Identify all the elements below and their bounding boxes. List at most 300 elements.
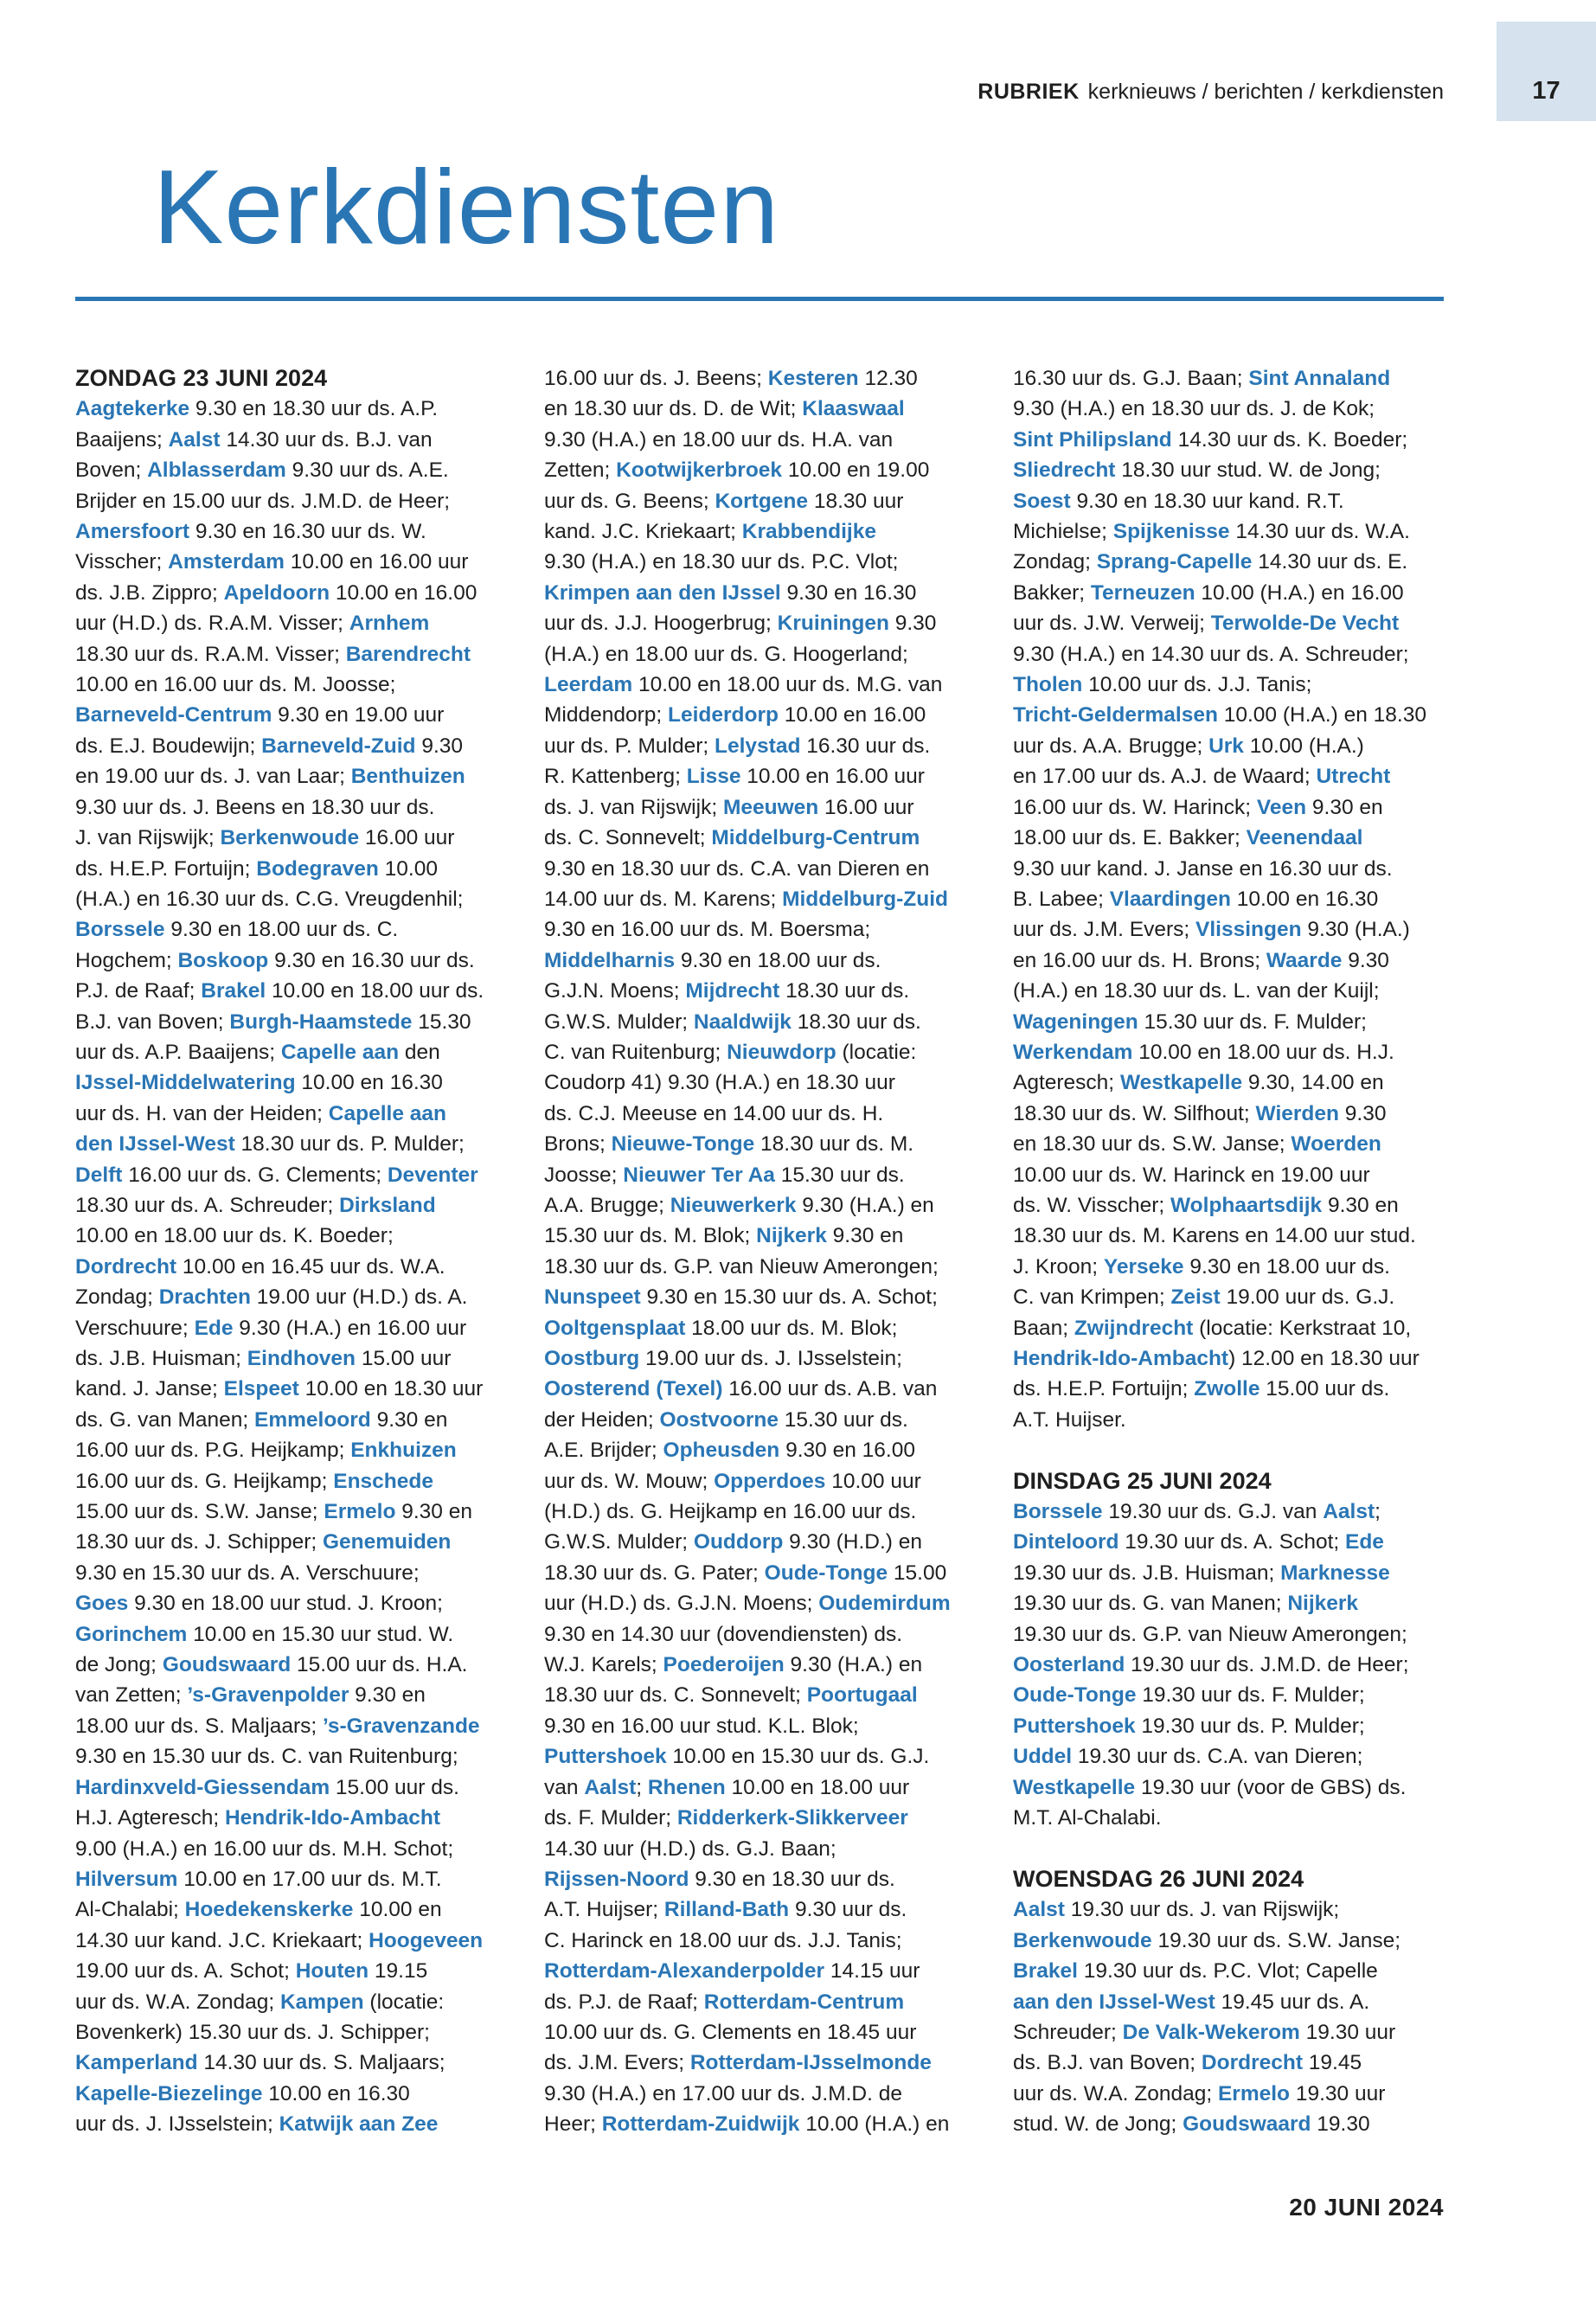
listing-line: 9.30 en 15.30 uur ds. C. van Ruitenburg; — [75, 1745, 458, 1769]
listing-line: Oude-Tonge 19.30 uur ds. F. Mulder; — [1013, 1683, 1365, 1708]
church-location: Benthuizen — [350, 765, 465, 789]
church-location: Kamperland — [75, 2051, 198, 2075]
listing-line: uur ds. A.P. Baaijens; Capelle aan den — [75, 1040, 440, 1064]
church-location: Ouddorp — [693, 1530, 784, 1554]
listing-line: Al-Chalabi; Hoedekenskerke 10.00 en — [75, 1898, 442, 1922]
church-location: Amsterdam — [168, 550, 285, 574]
listing-line: B. Labee; Vlaardingen 10.00 en 16.30 — [1013, 887, 1379, 911]
church-location: Berkenwoude — [220, 826, 360, 850]
listing-line: 9.30 en 15.30 uur ds. A. Verschuure; — [75, 1561, 420, 1585]
page-number-tab — [1497, 22, 1596, 121]
church-location: Ermelo — [1217, 2081, 1291, 2106]
listing-line: uur ds. J.W. Verweij; Terwolde-De Vecht — [1013, 612, 1400, 636]
church-location: den IJssel-West — [75, 1132, 235, 1157]
church-location: ’s-Gravenzande — [322, 1714, 480, 1738]
listing-line: 19.30 uur ds. G.P. van Nieuw Amerongen; — [1013, 1622, 1407, 1646]
church-location: Oostburg — [544, 1347, 640, 1370]
church-location: Leerdam — [544, 673, 633, 697]
rubric-path: kerknieuws / berichten / kerkdiensten — [1087, 80, 1444, 104]
listing-line: A.T. Huijser; Rilland-Bath 9.30 uur ds. — [544, 1898, 907, 1922]
listing-line: 16.00 uur ds. G. Heijkamp; Enschede — [75, 1469, 433, 1493]
church-location: Veenendaal — [1246, 826, 1363, 850]
listing-line: ds. W. Visscher; Wolphaartsdijk 9.30 en — [1013, 1193, 1399, 1217]
listing-line: Oostburg 19.00 uur ds. J. IJsselstein; — [544, 1347, 902, 1370]
listing-line: 15.00 uur ds. S.W. Janse; Ermelo 9.30 en — [75, 1500, 472, 1524]
church-location: Goes — [75, 1592, 129, 1616]
listing-line: ds. H.E.P. Fortuijn; Zwolle 15.00 uur ds. — [1013, 1377, 1390, 1401]
listing-line: Berkenwoude 19.30 uur ds. S.W. Janse; — [1013, 1928, 1401, 1952]
listing-line: en 18.30 uur ds. D. de Wit; Klaaswaal — [544, 397, 905, 421]
listing-line: Zondag; Drachten 19.00 uur (H.D.) ds. A. — [75, 1285, 468, 1310]
day-heading-woensdag: WOENSDAG 26 JUNI 2024 — [1013, 1865, 1304, 1892]
church-location: Oostvoorne — [659, 1407, 779, 1432]
listing-line: Coudorp 41) 9.30 (H.A.) en 18.30 uur — [544, 1071, 895, 1095]
listing-line: ds. J.M. Evers; Rotterdam-IJsselmonde — [544, 2051, 932, 2075]
church-location: Dordrecht — [75, 1254, 177, 1279]
listing-line: Middendorp; Leiderdorp 10.00 en 16.00 — [544, 703, 926, 727]
church-location: Oosterend (Texel) — [544, 1377, 723, 1401]
listing-line: uur ds. G. Beens; Kortgene 18.30 uur — [544, 489, 904, 513]
listing-line: uur (H.D.) ds. R.A.M. Visser; Arnhem — [75, 612, 430, 636]
church-location: Nijkerk — [756, 1224, 827, 1248]
church-location: ’s-Gravenpolder — [187, 1683, 349, 1708]
listing-line: Rijssen-Noord 9.30 en 18.30 uur ds. — [544, 1867, 895, 1891]
church-location: Sprang-Capelle — [1096, 550, 1253, 574]
listing-line: 16.00 uur ds. J. Beens; Kesteren 12.30 — [544, 367, 918, 390]
listing-line: 16.00 uur ds. W. Harinck; Veen 9.30 en — [1013, 795, 1383, 819]
church-location: Hoogeveen — [369, 1928, 484, 1952]
church-location: Middelharnis — [544, 948, 676, 972]
listing-line: Zetten; Kootwijkerbroek 10.00 en 19.00 — [544, 458, 930, 483]
listing-line: C. Harinck en 18.00 uur ds. J.J. Tanis; — [544, 1928, 902, 1952]
listing-line: P.J. de Raaf; Brakel 10.00 en 18.00 uur ds. — [75, 979, 484, 1003]
church-location: Meeuwen — [722, 795, 819, 819]
church-location: Elspeet — [223, 1377, 299, 1401]
listing-line: 18.00 uur ds. E. Bakker; Veenendaal — [1013, 826, 1363, 850]
services-text — [75, 394, 534, 2139]
listing-line: 10.00 uur ds. W. Harinck en 19.00 uur — [1013, 1163, 1370, 1187]
church-location: Terwolde-De Vecht — [1210, 612, 1400, 636]
church-location: Tricht-Geldermalsen — [1013, 703, 1218, 727]
church-location: Kortgene — [715, 489, 809, 513]
church-location: Sint Philipsland — [1013, 427, 1172, 452]
listing-line: J. Kroon; Yerseke 9.30 en 18.00 uur ds. — [1013, 1254, 1390, 1279]
church-location: Mijdrecht — [685, 979, 780, 1003]
listing-line: Hardinxveld-Giessendam 15.00 uur ds. — [75, 1775, 459, 1799]
church-location: Nunspeet — [544, 1285, 641, 1310]
church-location: Aagtekerke — [75, 397, 190, 421]
church-location: Ridderkerk-Slikkerveer — [676, 1806, 908, 1830]
church-location: Lisse — [686, 765, 741, 789]
listing-line: 14.00 uur ds. M. Karens; Middelburg-Zuid — [544, 887, 948, 911]
section-gap — [1013, 1435, 1471, 1465]
listing-line: Michielse; Spijkenisse 14.30 uur ds. W.A. — [1013, 520, 1410, 544]
listing-line: uur ds. W. Mouw; Opperdoes 10.00 uur — [544, 1469, 921, 1493]
church-location: Sint Annaland — [1248, 367, 1391, 390]
church-location: Houten — [295, 1959, 369, 1984]
church-location: Drachten — [158, 1285, 251, 1310]
listing-line: Hilversum 10.00 en 17.00 uur ds. M.T. — [75, 1867, 442, 1891]
listing-line: Soest 9.30 en 18.30 uur kand. R.T. — [1013, 489, 1344, 513]
church-location: Hoedekenskerke — [184, 1898, 354, 1922]
day-heading-zondag: ZONDAG 23 JUNI 2024 — [75, 365, 328, 391]
listing-line: M.T. Al-Chalabi. — [1013, 1806, 1162, 1830]
church-location: Werkendam — [1013, 1040, 1133, 1064]
listing-line: ds. C.J. Meeuse en 14.00 uur ds. H. — [544, 1101, 884, 1125]
church-location: Ermelo — [324, 1500, 396, 1524]
church-location: Delft — [75, 1163, 123, 1187]
church-location: Aalst — [1013, 1898, 1065, 1922]
church-location: Amersfoort — [75, 520, 190, 544]
listing-line: G.J.N. Moens; Mijdrecht 18.30 uur ds. — [544, 979, 910, 1003]
listing-line: IJssel-Middelwatering 10.00 en 16.30 — [75, 1071, 443, 1095]
church-location: Nieuwerkerk — [670, 1193, 797, 1217]
listing-line: uur (H.D.) ds. G.J.N. Moens; Oudemirdum — [544, 1592, 951, 1616]
listing-line: 19.30 uur ds. J.B. Huisman; Marknesse — [1013, 1561, 1390, 1585]
church-location: Barneveld-Centrum — [75, 703, 272, 727]
listing-line: uur ds. J.J. Hoogerbrug; Kruiningen 9.30 — [544, 612, 937, 636]
listing-line: ds. B.J. van Boven; Dordrecht 19.45 — [1013, 2051, 1362, 2075]
listing-line: ds. P.J. de Raaf; Rotterdam-Centrum — [544, 1990, 905, 2014]
church-location: Rijssen-Noord — [544, 1867, 689, 1891]
church-location: Nijkerk — [1287, 1592, 1359, 1616]
listing-line: 19.00 uur ds. A. Schot; Houten 19.15 — [75, 1959, 428, 1984]
church-location: Uddel — [1013, 1745, 1073, 1769]
listing-line: uur ds. P. Mulder; Lelystad 16.30 uur ds. — [544, 734, 931, 758]
church-location: Utrecht — [1316, 765, 1391, 789]
church-location: Hardinxveld-Giessendam — [75, 1775, 330, 1799]
listing-line: 9.30 (H.A.) en 17.00 uur ds. J.M.D. de — [544, 2081, 902, 2106]
listing-line: 18.30 uur ds. J. Schipper; Genemuiden — [75, 1530, 452, 1554]
listing-line: B.J. van Boven; Burgh-Haamstede 15.30 — [75, 1009, 471, 1034]
church-location: Oude-Tonge — [1013, 1683, 1137, 1708]
church-location: Rilland-Bath — [663, 1898, 790, 1922]
listing-line: 9.30 (H.A.) en 18.30 uur ds. P.C. Vlot; — [544, 550, 899, 574]
listing-line: Puttershoek 10.00 en 15.30 uur ds. G.J. — [544, 1745, 930, 1769]
church-location: Spijkenisse — [1112, 520, 1230, 544]
listing-line: ds. H.E.P. Fortuijn; Bodegraven 10.00 — [75, 856, 438, 881]
listing-line: ds. C. Sonnevelt; Middelburg-Centrum — [544, 826, 920, 850]
church-location: Aalst — [1323, 1500, 1375, 1524]
church-location: Wageningen — [1013, 1009, 1138, 1034]
listing-line: aan den IJssel-West 19.45 uur ds. A. — [1013, 1990, 1370, 2014]
church-location: Sliedrecht — [1013, 458, 1116, 483]
services-text — [1013, 363, 1471, 1435]
listing-line: Brijder en 15.00 uur ds. J.M.D. de Heer; — [75, 489, 451, 513]
church-location: Borssele — [1013, 1500, 1103, 1524]
listing-line: Borssele 19.30 uur ds. G.J. van Aalst; — [1013, 1500, 1381, 1524]
listing-line: Barneveld-Centrum 9.30 en 19.00 uur — [75, 703, 445, 727]
listing-line: 18.30 uur ds. W. Silfhout; Wierden 9.30 — [1013, 1101, 1387, 1125]
church-location: Westkapelle — [1119, 1071, 1243, 1095]
church-location: Urk — [1208, 734, 1244, 758]
church-location: Barendrecht — [345, 642, 471, 666]
column-2 — [544, 363, 1003, 2140]
listing-line: uur ds. H. van der Heiden; Capelle aan — [75, 1101, 446, 1125]
listing-line: (H.A.) en 16.30 uur ds. C.G. Vreugdenhil; — [75, 887, 464, 911]
church-location: Krabbendijke — [741, 520, 876, 544]
section-gap — [1013, 1833, 1471, 1863]
church-location: Zwolle — [1194, 1377, 1260, 1401]
church-location: Boskoop — [177, 948, 269, 972]
listing-line: 9.30 (H.A.) en 14.30 uur ds. A. Schreuder; — [1013, 642, 1409, 666]
church-location: Goudswaard — [1183, 2112, 1311, 2137]
church-location: Dinteloord — [1013, 1530, 1119, 1554]
church-location: Leiderdorp — [668, 703, 779, 727]
listing-line: 16.00 uur ds. P.G. Heijkamp; Enkhuizen — [75, 1439, 457, 1463]
church-location: Poederoijen — [663, 1653, 785, 1677]
church-location: Lelystad — [715, 734, 801, 758]
listing-line: A.E. Brijder; Opheusden 9.30 en 16.00 — [544, 1439, 915, 1463]
church-location: Soest — [1013, 489, 1071, 513]
listing-line: kand. J. Janse; Elspeet 10.00 en 18.30 uur — [75, 1377, 484, 1401]
church-location: Aalst — [584, 1775, 637, 1799]
church-location: Deventer — [387, 1163, 478, 1187]
listing-line: Kamperland 14.30 uur ds. S. Maljaars; — [75, 2051, 445, 2075]
church-location: Vlaardingen — [1109, 887, 1231, 911]
listing-line: Boven; Alblasserdam 9.30 uur ds. A.E. — [75, 458, 449, 483]
listing-line: 9.30 (H.A.) en 18.30 uur ds. J. de Kok; — [1013, 397, 1375, 421]
listing-line: R. Kattenberg; Lisse 10.00 en 16.00 uur — [544, 765, 925, 789]
church-location: Arnhem — [349, 612, 430, 636]
church-location: Genemuiden — [323, 1530, 452, 1554]
listing-line: Delft 16.00 uur ds. G. Clements; Deventer — [75, 1163, 478, 1187]
listing-line: Tricht-Geldermalsen 10.00 (H.A.) en 18.30 — [1013, 703, 1426, 727]
listing-line: 10.00 uur ds. G. Clements en 18.45 uur — [544, 2020, 917, 2044]
church-location: Rhenen — [647, 1775, 726, 1799]
church-location: Westkapelle — [1013, 1775, 1136, 1799]
listing-line: 9.30 uur kand. J. Janse en 16.30 uur ds. — [1013, 856, 1393, 881]
church-location: Oude-Tonge — [764, 1561, 888, 1585]
listing-line: W.J. Karels; Poederoijen 9.30 (H.A.) en — [544, 1653, 923, 1677]
listing-line: A.T. Huijser. — [1013, 1407, 1126, 1432]
listing-line: G.W.S. Mulder; Naaldwijk 18.30 uur ds. — [544, 1009, 921, 1034]
church-location: Emmeloord — [254, 1407, 371, 1432]
services-text — [1013, 1894, 1471, 2139]
church-location: Rotterdam-Centrum — [703, 1990, 905, 2014]
church-location: Berkenwoude — [1013, 1928, 1152, 1952]
listing-line: Bovenkerk) 15.30 uur ds. J. Schipper; — [75, 2020, 430, 2044]
listing-line: van Aalst; Rhenen 10.00 en 18.00 uur — [544, 1775, 910, 1799]
church-location: Borssele — [75, 918, 165, 942]
rubric-label: RUBRIEK — [977, 80, 1080, 104]
listing-line: ds. J.B. Huisman; Eindhoven 15.00 uur — [75, 1347, 452, 1370]
listing-line: der Heiden; Oostvoorne 15.30 uur ds. — [544, 1407, 908, 1432]
listing-line: Baaijens; Aalst 14.30 uur ds. B.J. van — [75, 427, 433, 452]
church-location: Poortugaal — [806, 1683, 918, 1708]
listing-line: 10.00 en 18.00 uur ds. K. Boeder; — [75, 1224, 394, 1248]
listing-line: 9.00 (H.A.) en 16.00 uur ds. M.H. Schot; — [75, 1836, 454, 1861]
listing-line: stud. W. de Jong; Goudswaard 19.30 — [1013, 2112, 1370, 2137]
church-location: Wolphaartsdijk — [1170, 1193, 1323, 1217]
listing-line: Schreuder; De Valk-Wekerom 19.30 uur — [1013, 2020, 1396, 2044]
church-location: Kampen — [279, 1990, 364, 2014]
listing-line: 14.30 uur kand. J.C. Kriekaart; Hoogeveen — [75, 1928, 484, 1952]
church-location: Enkhuizen — [350, 1439, 457, 1463]
listing-line: 9.30 uur ds. J. Beens en 18.30 uur ds. — [75, 795, 435, 819]
listing-line: Aagtekerke 9.30 en 18.30 uur ds. A.P. — [75, 397, 439, 421]
church-location: Naaldwijk — [693, 1009, 792, 1034]
church-location: Capelle aan — [280, 1040, 400, 1064]
listing-line: Dinteloord 19.30 uur ds. A. Schot; Ede — [1013, 1530, 1384, 1554]
listing-line: en 17.00 uur ds. A.J. de Waard; Utrecht — [1013, 765, 1391, 789]
listing-line: 14.30 uur (H.D.) ds. G.J. Baan; — [544, 1836, 836, 1861]
listing-line: Aalst 19.30 uur ds. J. van Rijswijk; — [1013, 1898, 1340, 1922]
church-location: Oudemirdum — [818, 1592, 951, 1616]
church-location: Klaaswaal — [802, 397, 905, 421]
listing-line: en 19.00 uur ds. J. van Laar; Benthuizen — [75, 765, 465, 789]
church-location: Dirksland — [339, 1193, 436, 1217]
listing-line: 10.00 en 16.00 uur ds. M. Joosse; — [75, 673, 396, 697]
issue-date: 20 JUNI 2024 — [1289, 2194, 1444, 2221]
listing-line: Agteresch; Westkapelle 9.30, 14.00 en — [1013, 1071, 1384, 1095]
listing-line: Goes 9.30 en 18.00 uur stud. J. Kroon; — [75, 1592, 443, 1616]
listing-line: 18.30 uur ds. G. Pater; Oude-Tonge 15.00 — [544, 1561, 947, 1585]
listing-line: 9.30 (H.A.) en 18.00 uur ds. H.A. van — [544, 427, 894, 452]
listing-line: 18.30 uur ds. R.A.M. Visser; Barendrecht — [75, 642, 471, 666]
listing-line: 9.30 en 16.00 uur ds. M. Boersma; — [544, 918, 871, 942]
church-location: Ooltgensplaat — [544, 1316, 686, 1340]
church-location: Marknesse — [1280, 1561, 1390, 1585]
church-location: Kesteren — [767, 367, 859, 390]
church-location: Enschede — [333, 1469, 433, 1493]
listing-line: Bakker; Terneuzen 10.00 (H.A.) en 16.00 — [1013, 580, 1404, 605]
listing-line: J. van Rijswijk; Berkenwoude 16.00 uur — [75, 826, 455, 850]
church-location: Rotterdam-Zuidwijk — [601, 2112, 800, 2137]
listing-line: C. van Krimpen; Zeist 19.00 uur ds. G.J. — [1013, 1285, 1395, 1310]
church-location: Kapelle-Biezelinge — [75, 2081, 263, 2106]
page-number: 17 — [1532, 77, 1561, 105]
church-location: Middelburg-Zuid — [782, 887, 948, 911]
listing-line: 18.30 uur ds. A. Schreuder; Dirksland — [75, 1193, 436, 1217]
listing-line: Oosterend (Texel) 16.00 uur ds. A.B. van — [544, 1377, 938, 1401]
church-location: Burgh-Haamstede — [229, 1009, 413, 1034]
church-location: Eindhoven — [247, 1347, 356, 1370]
church-location: Aalst — [168, 427, 221, 452]
church-location: Krimpen aan den IJssel — [544, 580, 781, 605]
listing-line: kand. J.C. Kriekaart; Krabbendijke — [544, 520, 876, 544]
listing-line: H.J. Agteresch; Hendrik-Ido-Ambacht — [75, 1806, 441, 1830]
church-location: Hendrik-Ido-Ambacht — [1013, 1347, 1229, 1370]
church-location: Dordrecht — [1201, 2051, 1303, 2075]
listing-line: 18.30 uur ds. M. Karens en 14.00 uur stud. — [1013, 1224, 1416, 1248]
listing-line: Baan; Zwijndrecht (locatie: Kerkstraat 10, — [1013, 1316, 1412, 1340]
listing-line: Oosterland 19.30 uur ds. J.M.D. de Heer; — [1013, 1653, 1409, 1677]
church-location: Puttershoek — [544, 1745, 667, 1769]
listing-line: van Zetten; ’s-Gravenpolder 9.30 en — [75, 1683, 426, 1708]
listing-line: Hogchem; Boskoop 9.30 en 16.30 uur ds. — [75, 948, 475, 972]
church-location: Katwijk aan Zee — [279, 2112, 439, 2137]
listing-line: uur ds. J.M. Evers; Vlissingen 9.30 (H.A.) — [1013, 918, 1410, 942]
listing-line: Tholen 10.00 uur ds. J.J. Tanis; — [1013, 673, 1312, 697]
listing-line: Hendrik-Ido-Ambacht) 12.00 en 18.30 uur — [1013, 1347, 1420, 1370]
church-location: Nieuwdorp — [727, 1040, 836, 1064]
church-location: Hilversum — [75, 1867, 178, 1891]
church-location: Veen — [1256, 795, 1307, 819]
listing-line: Nunspeet 9.30 en 15.30 uur ds. A. Schot; — [544, 1285, 938, 1310]
day-heading-dinsdag: DINSDAG 25 JUNI 2024 — [1013, 1467, 1272, 1494]
listing-line: Westkapelle 19.30 uur (voor de GBS) ds. — [1013, 1775, 1407, 1799]
church-location: Zwijndrecht — [1074, 1316, 1194, 1340]
listing-line: Sint Philipsland 14.30 uur ds. K. Boeder; — [1013, 427, 1408, 452]
rubric-header — [977, 80, 1444, 105]
listing-line: Werkendam 10.00 en 18.00 uur ds. H.J. — [1013, 1040, 1394, 1064]
church-location: Capelle aan — [328, 1101, 446, 1125]
listing-line: 15.30 uur ds. M. Blok; Nijkerk 9.30 en — [544, 1224, 904, 1248]
church-location: Gorinchem — [75, 1622, 188, 1646]
listing-line: ds. E.J. Boudewijn; Barneveld-Zuid 9.30 — [75, 734, 464, 758]
church-location: Hendrik-Ido-Ambacht — [224, 1806, 441, 1830]
listing-line: ds. F. Mulder; Ridderkerk-Slikkerveer — [544, 1806, 908, 1830]
services-text — [544, 363, 1003, 2140]
church-location: Woerden — [1291, 1132, 1381, 1157]
title-divider — [75, 297, 1444, 301]
listing-line: uur ds. A.A. Brugge; Urk 10.00 (H.A.) — [1013, 734, 1364, 758]
church-location: Yerseke — [1103, 1254, 1184, 1279]
church-location: Kootwijkerbroek — [616, 458, 783, 483]
church-location: Oosterland — [1013, 1653, 1125, 1677]
listing-line: Krimpen aan den IJssel 9.30 en 16.30 — [544, 580, 917, 605]
listing-line: Sliedrecht 18.30 uur stud. W. de Jong; — [1013, 458, 1381, 483]
listing-line: 19.30 uur ds. G. van Manen; Nijkerk — [1013, 1592, 1359, 1616]
listing-line: 18.30 uur ds. C. Sonnevelt; Poortugaal — [544, 1683, 918, 1708]
listing-line: den IJssel-West 18.30 uur ds. P. Mulder; — [75, 1132, 465, 1157]
listing-line: C. van Ruitenburg; Nieuwdorp (locatie: — [544, 1040, 917, 1064]
church-location: Bodegraven — [256, 856, 379, 881]
church-location: Waarde — [1266, 948, 1343, 972]
church-location: Tholen — [1013, 673, 1083, 697]
church-location: Brakel — [1013, 1959, 1078, 1984]
listing-line: 18.00 uur ds. S. Maljaars; ’s-Gravenzande — [75, 1714, 480, 1738]
column-1 — [75, 363, 534, 2140]
listing-line: ds. J.B. Zippro; Apeldoorn 10.00 en 16.00 — [75, 580, 478, 605]
listing-line: en 16.00 uur ds. H. Brons; Waarde 9.30 — [1013, 948, 1389, 972]
listing-line: (H.A.) en 18.00 uur ds. G. Hoogerland; — [544, 642, 908, 666]
church-location: Kruiningen — [777, 612, 889, 636]
column-3 — [1013, 363, 1471, 2140]
listing-line: uur ds. W.A. Zondag; Kampen (locatie: — [75, 1990, 445, 2014]
listing-line: Ooltgensplaat 18.00 uur ds. M. Blok; — [544, 1316, 898, 1340]
listing-line: Uddel 19.30 uur ds. C.A. van Dieren; — [1013, 1745, 1363, 1769]
page-title: Kerkdiensten — [153, 148, 780, 266]
listing-line: A.A. Brugge; Nieuwerkerk 9.30 (H.A.) en — [544, 1193, 934, 1217]
church-location: Apeldoorn — [223, 580, 330, 605]
listing-line: Kapelle-Biezelinge 10.00 en 16.30 — [75, 2081, 410, 2106]
listing-line: 16.30 uur ds. G.J. Baan; Sint Annaland — [1013, 367, 1391, 390]
church-location: Nieuwer Ter Aa — [623, 1163, 775, 1187]
listing-line: Amersfoort 9.30 en 16.30 uur ds. W. — [75, 520, 426, 544]
church-location: Ede — [1345, 1530, 1384, 1554]
church-location: Alblasserdam — [147, 458, 286, 483]
listing-line: G.W.S. Mulder; Ouddorp 9.30 (H.D.) en — [544, 1530, 923, 1554]
listing-line: Zondag; Sprang-Capelle 14.30 uur ds. E. — [1013, 550, 1408, 574]
listing-line: uur ds. J. IJsselstein; Katwijk aan Zee — [75, 2112, 439, 2137]
listing-line: (H.A.) en 18.30 uur ds. L. van der Kuijl; — [1013, 979, 1380, 1003]
listing-line: Leerdam 10.00 en 18.00 uur ds. M.G. van — [544, 673, 943, 697]
listing-line: 18.30 uur ds. G.P. van Nieuw Amerongen; — [544, 1254, 939, 1279]
church-location: Middelburg-Centrum — [711, 826, 920, 850]
listing-line: 9.30 en 14.30 uur (dovendiensten) ds. — [544, 1622, 903, 1646]
listing-line: Dordrecht 10.00 en 16.45 uur ds. W.A. — [75, 1254, 445, 1279]
church-location: Opperdoes — [714, 1469, 826, 1493]
listing-line: Brakel 19.30 uur ds. P.C. Vlot; Capelle — [1013, 1959, 1378, 1984]
church-location: Brakel — [201, 979, 266, 1003]
church-location: Goudswaard — [162, 1653, 292, 1677]
church-location: Puttershoek — [1013, 1714, 1136, 1738]
listing-line: (H.D.) ds. G. Heijkamp en 16.00 uur ds. — [544, 1500, 917, 1524]
listing-line: Gorinchem 10.00 en 15.30 uur stud. W. — [75, 1622, 454, 1646]
listing-line: Middelharnis 9.30 en 18.00 uur ds. — [544, 948, 881, 972]
